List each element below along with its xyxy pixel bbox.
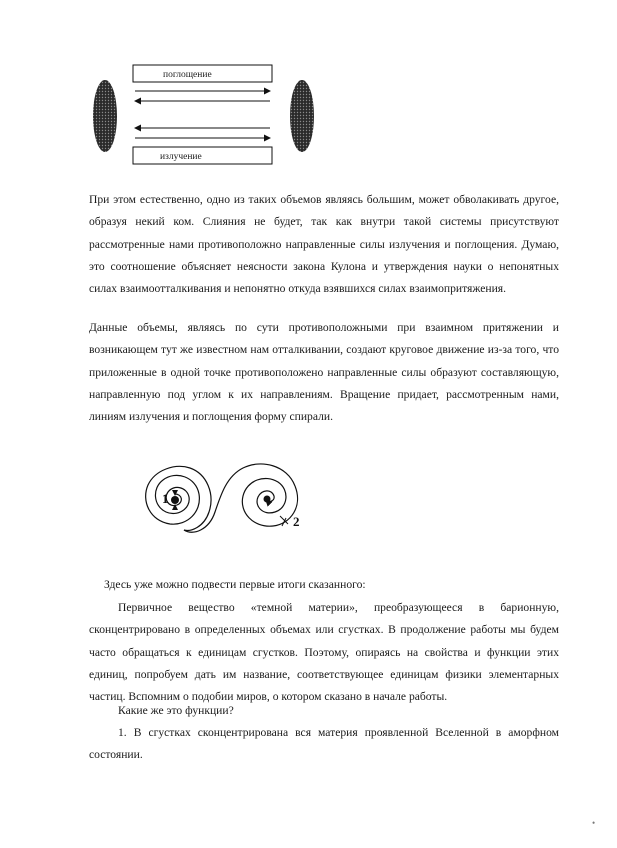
- spiral-diagram: [135, 458, 320, 550]
- paragraph-2: Данные объемы, являясь по сути противоположными при взаимном притяжении и возникающем тут же известном нам отталкивании, создают круговое движение из-за того, что приложенные в одной точке противоположено направленные силы образуют составляющую, направленную под углом к их направлениям. Вращение придает, рассмотренным нами, линиям излучения и поглощения форму спирали.: [89, 321, 559, 424]
- right-ellipse: [290, 80, 314, 152]
- left-center-dot: [171, 496, 179, 504]
- emission-box: [133, 147, 272, 164]
- paragraph-1: При этом естественно, одно из таких объемов являясь большим, может обволакивать другое, образуя некий ком. Слияния не будет, так как внутри такой системы присутствуют рассмотренные нами противоположно направленные силы излучения и поглощения. Думаю, это соотношение объясняет неясности закона Кулона и утверждения науки о непонятных силах взаимоотталкивания и непонятно откуда взявшихся силах взаимопритяжения.: [89, 193, 559, 296]
- list-item-1: 1. В сгустках сконцентрирована вся материя проявленной Вселенной в аморфном состоянии.: [89, 726, 559, 762]
- question-line: Какие же это функции?: [118, 704, 234, 717]
- spiral-label-1: 1: [162, 491, 169, 506]
- paragraph-3: Первичное вещество «темной материи», преобразующееся в барионную, сконцентрировано в определенных объемах или сгустках. В продолжение работы мы будем часто обращаться к единицам сгустков. Поэтому, опираясь на свойства и функции этих единиц, попробуем дать им название, соответствующее единицам физики элементарных частиц. Вспомним о подобии миров, о котором сказано в начале работы.: [89, 601, 559, 704]
- conclusion-intro: Здесь уже можно подвести первые итоги сказанного:: [104, 578, 366, 591]
- spiral-label-2: 2: [293, 514, 300, 529]
- absorption-label: поглощение: [163, 70, 212, 80]
- right-center-dot: [264, 496, 271, 503]
- corner-mark: •: [592, 818, 596, 828]
- left-ellipse: [93, 80, 117, 152]
- absorption-emission-diagram: [80, 60, 330, 175]
- emission-label: излучение: [160, 152, 202, 162]
- right-spiral: [242, 478, 297, 526]
